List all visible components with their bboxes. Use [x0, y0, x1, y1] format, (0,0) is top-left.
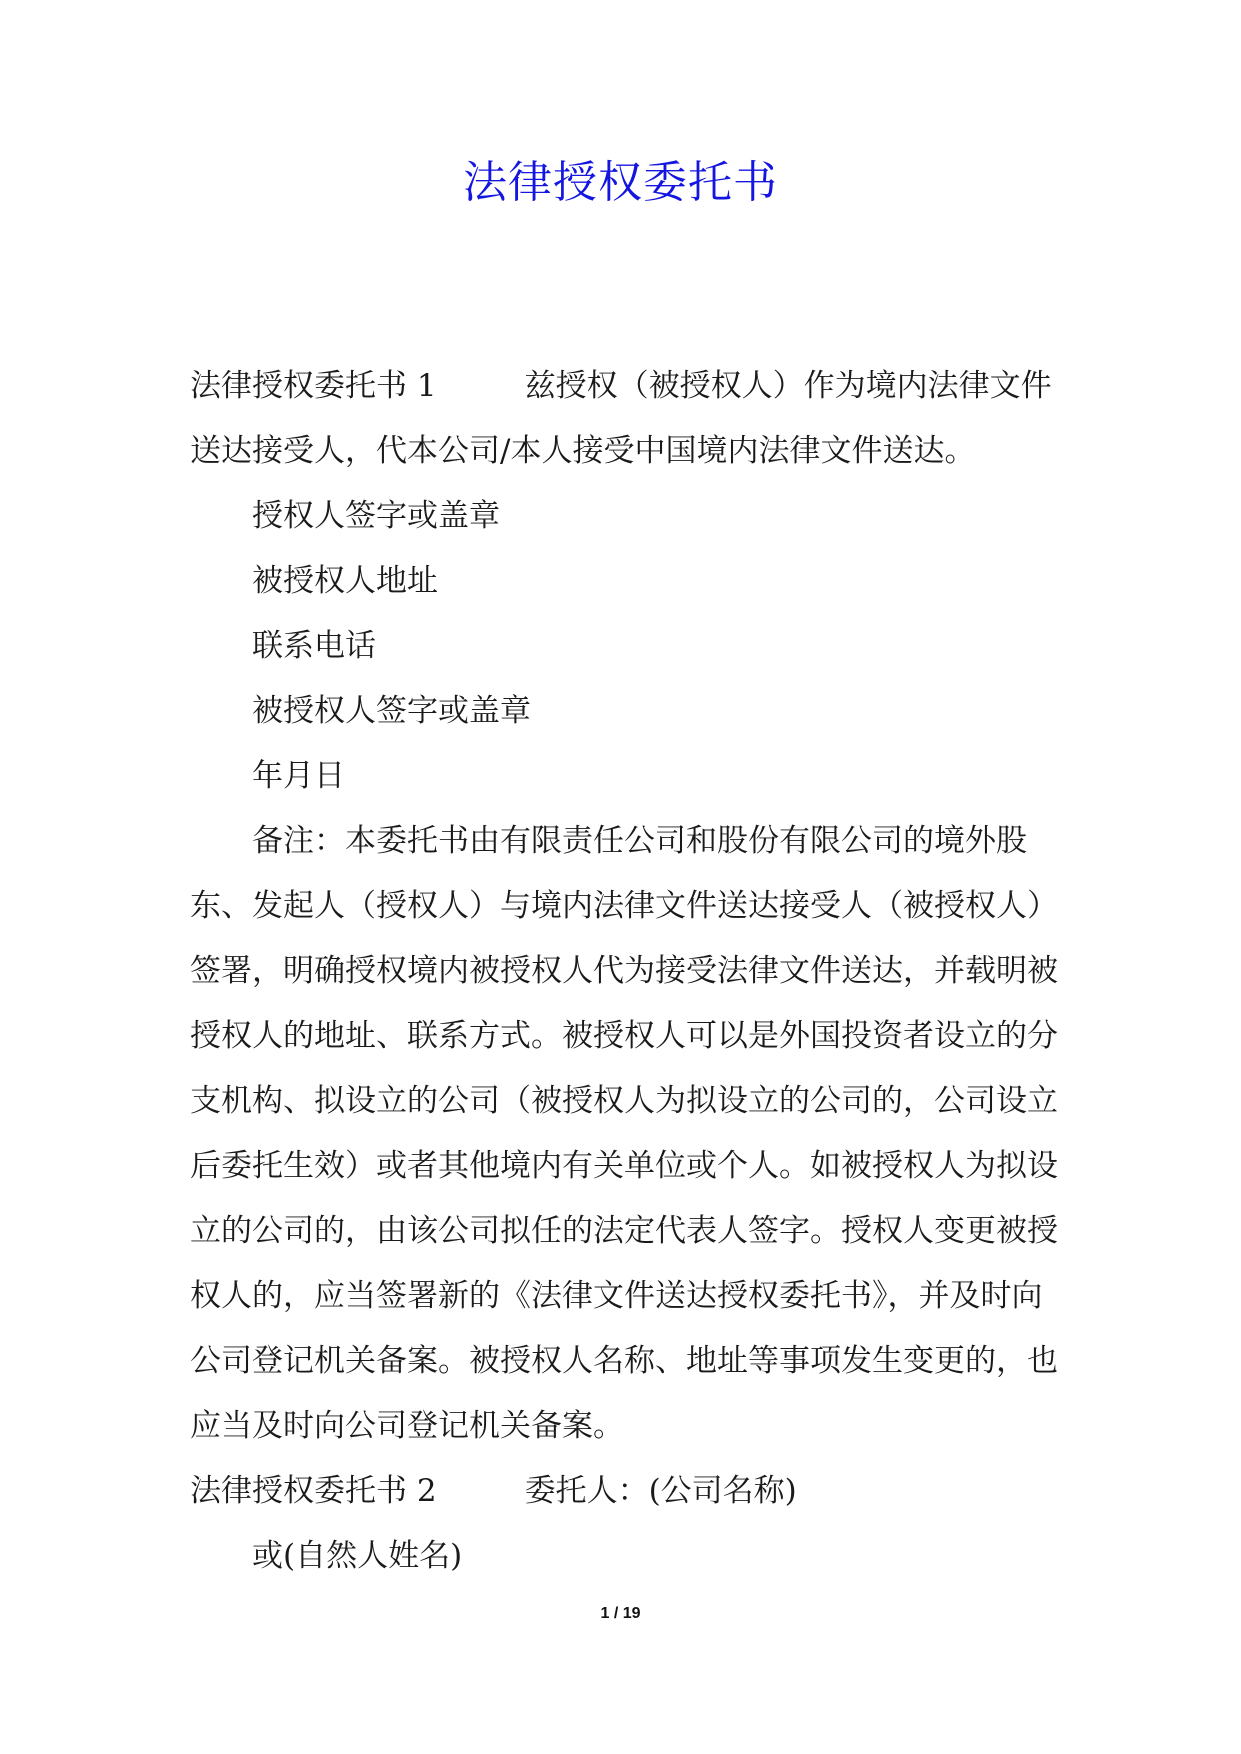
field-contact-phone: 联系电话: [252, 628, 376, 664]
page-number: 1 / 19: [600, 1605, 641, 1622]
section2-intro: 委托人：(公司名称): [524, 1473, 797, 1509]
document-body: [190, 354, 1060, 1589]
section1-heading: 法律授权委托书 1: [190, 368, 437, 404]
section2-heading: 法律授权委托书 2: [190, 1473, 437, 1509]
field-authorized-address: 被授权人地址: [252, 563, 438, 599]
field-date: 年月日: [252, 758, 345, 794]
section1-intro: 兹授权（被授权人）作为境内法律文件送达接受人，代本公司/本人接受中国境内法律文件送达。: [190, 368, 1052, 469]
field-authorizer-signature: 授权人签字或盖章: [252, 498, 500, 534]
document-title: 法律授权委托书: [463, 157, 778, 208]
section1-paragraph: [190, 354, 1060, 484]
section1-note: 备注：本委托书由有限责任公司和股份有限公司的境外股东、发起人（授权人）与境内法律文件送达接受人（被授权人）签署，明确授权境内被授权人代为接受法律文件送达，并载明被授权人的地址、联系方式。被授权人可以是外国投资者设立的分支机构、拟设立的公司（被授权人为拟设立的公司的，公司设立后委托生效）或者其他境内有关单位或个人。如被授权人为拟设立的公司的，由该公司拟任的法定代表人签字。授权人变更被授权人的，应当签署新的《法律文件送达授权委托书》，并及时向公司登记机关备案。被授权人名称、地址等事项发生变更的，也应当及时向公司登记机关备案。: [190, 823, 1058, 1444]
section2-paragraph: [190, 1459, 1060, 1524]
field-authorized-signature: 被授权人签字或盖章: [252, 693, 531, 729]
section2-line: 或(自然人姓名): [252, 1538, 463, 1574]
